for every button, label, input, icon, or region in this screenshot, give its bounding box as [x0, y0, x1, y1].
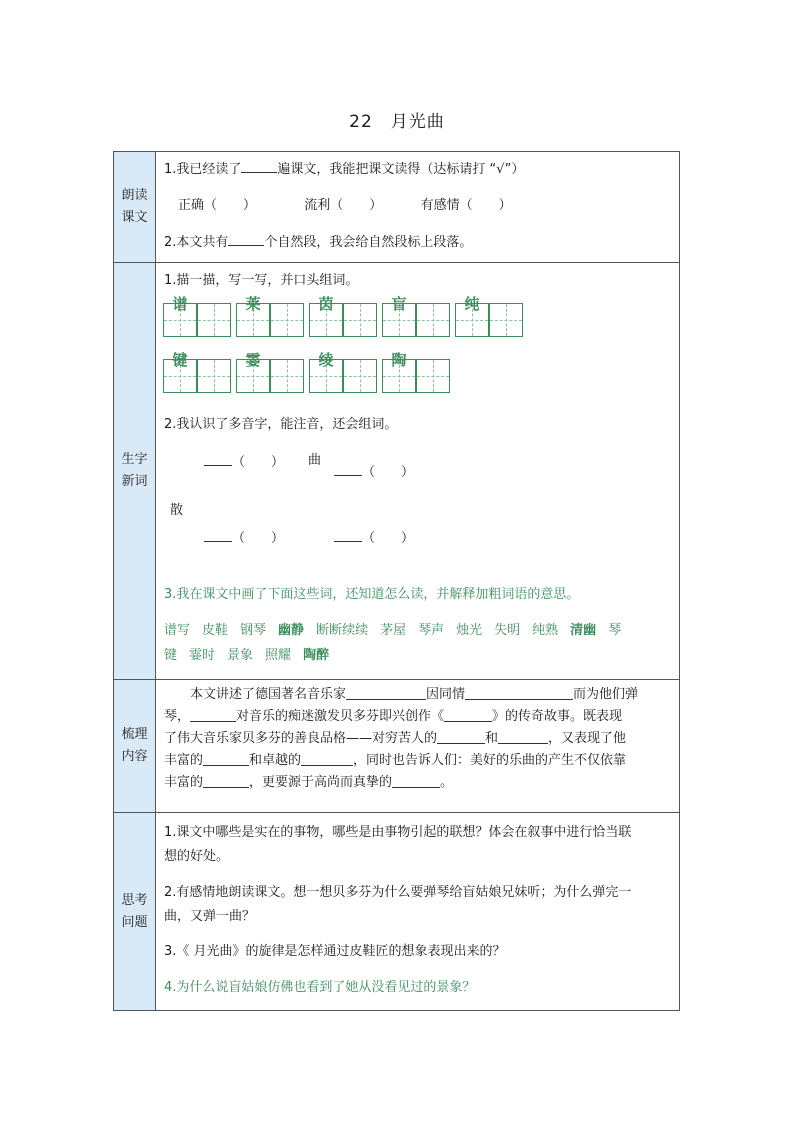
- poly-san-2: （ ）: [334, 527, 671, 546]
- section-read: [114, 152, 680, 263]
- vocab-word: 清幽: [570, 623, 597, 638]
- section-summary: [114, 680, 680, 813]
- words-q1: 1.描一描，写一写，并口头组词。: [164, 273, 359, 288]
- tian-grid-cell[interactable]: [343, 303, 377, 337]
- char-grid-row2: [163, 351, 643, 395]
- read-options: [178, 194, 671, 213]
- option-emotion[interactable]: 有感情（ ）: [420, 198, 512, 213]
- think-q1-line1: 1.课文中哪些是实在的事物，哪些是由事物引起的联想？体会在叙事中进行恰当联: [164, 825, 632, 840]
- vocab-word: 皮鞋: [202, 623, 229, 638]
- worksheet-table: [113, 151, 680, 1011]
- words-q3: 3.我在课文中画了下面这些词，还知道怎么读，并解释加粗词语的意思。: [164, 587, 580, 602]
- vocab-word: 琴声: [418, 623, 445, 638]
- vocab-word: 键: [164, 648, 178, 663]
- poly-san-1: （ ）: [204, 527, 671, 546]
- model-character: 键: [172, 351, 188, 369]
- model-character: 绫: [318, 351, 334, 369]
- vocab-word: 幽静: [278, 623, 305, 638]
- tian-grid-cell[interactable]: [197, 359, 231, 393]
- side-label-summary: 梳理 内容: [114, 680, 156, 813]
- char-san: 散: [170, 503, 184, 518]
- think-q1-line2: 想的好处。: [164, 849, 230, 864]
- tian-grid-cell[interactable]: [270, 303, 304, 337]
- vocab-word: 钢琴: [240, 623, 267, 638]
- vocab-word: 断断续续: [316, 623, 369, 638]
- poly-qu-2: （ ）: [334, 461, 671, 480]
- vocab-word: 琴: [608, 623, 622, 638]
- words-content: [156, 263, 680, 680]
- model-character: 纯: [464, 295, 480, 313]
- vocab-word: 茅屋: [380, 623, 407, 638]
- tian-grid-cell[interactable]: [343, 359, 377, 393]
- vocab-word: 照耀: [265, 648, 292, 663]
- side-label-read: 朗读 课文: [114, 152, 156, 263]
- think-q2-line2: 曲，又弹一曲？: [164, 909, 256, 924]
- tian-grid-cell[interactable]: [489, 303, 523, 337]
- think-content: [156, 813, 680, 1011]
- think-q2-line1: 2.有感情地朗读课文。想一想贝多芬为什么要弹琴给盲姑娘兄妹听；为什么弹完一: [164, 885, 632, 900]
- think-q3: 3.《 月光曲》的旋律是怎样通过皮鞋匠的想象表现出来的？: [164, 944, 506, 959]
- model-character: 霎: [245, 351, 261, 369]
- option-correct[interactable]: 正确（ ）: [178, 198, 257, 213]
- char-qu: 曲: [308, 453, 322, 468]
- vocab-word: 景象: [227, 648, 254, 663]
- char-grid-row1: [163, 295, 643, 339]
- tian-grid-cell[interactable]: [416, 359, 450, 393]
- think-q4: 4.为什么说盲姑娘仿佛也看到了她从没看见过的景象？: [164, 980, 476, 995]
- model-character: 茵: [318, 295, 334, 313]
- summary-content: [156, 680, 680, 813]
- model-character: 陶: [391, 351, 407, 369]
- vocab-word: 失明: [494, 623, 521, 638]
- option-fluent[interactable]: 流利（ ）: [304, 198, 383, 213]
- read-q1: 1.我已经读了 遍课文，我能把课文读得（达标请打 “√”）: [164, 162, 525, 177]
- tian-grid-cell[interactable]: [197, 303, 231, 337]
- vocab-word: 霎时: [189, 648, 216, 663]
- vocab-list-row1: [164, 619, 671, 638]
- page-title: 22 月光曲: [349, 112, 445, 132]
- vocab-list-row2: [164, 644, 671, 663]
- section-words: [114, 263, 680, 680]
- words-q2: 2.我认识了多音字，能注音，还会组词。: [164, 417, 398, 432]
- model-character: 莱: [245, 295, 261, 313]
- poly-qu-1: （ ）: [204, 451, 671, 470]
- side-label-think: 思考 问题: [114, 813, 156, 1011]
- vocab-word: 陶醉: [303, 648, 330, 663]
- vocab-word: 纯熟: [532, 623, 559, 638]
- tian-grid-cell[interactable]: [416, 303, 450, 337]
- summary-paragraph: 本文讲述了德国著名音乐家 因同情 而为他们弹 琴， 对音乐的痴迷激发贝多芬即兴创作《 》的传奇故事。既表现 了伟大音乐家贝多芬的善良品格——对穷苦人的 和 ，又表现了他 丰富的 和卓越的 ，同时也告诉人们：美好的乐曲的产生不仅依靠 丰富的 ，更要源于高尚而真挚的 。: [164, 687, 639, 790]
- vocab-word: 谱写: [164, 623, 191, 638]
- tian-grid-cell[interactable]: [270, 359, 304, 393]
- vocab-word: 烛光: [456, 623, 483, 638]
- read-q2: 2.本文共有 个自然段，我会给自然段标上段落。: [164, 235, 473, 250]
- model-character: 盲: [391, 295, 407, 313]
- model-character: 谱: [172, 295, 188, 313]
- side-label-words: 生字 新词: [114, 263, 156, 680]
- section-think: [114, 813, 680, 1011]
- read-content: [156, 152, 680, 263]
